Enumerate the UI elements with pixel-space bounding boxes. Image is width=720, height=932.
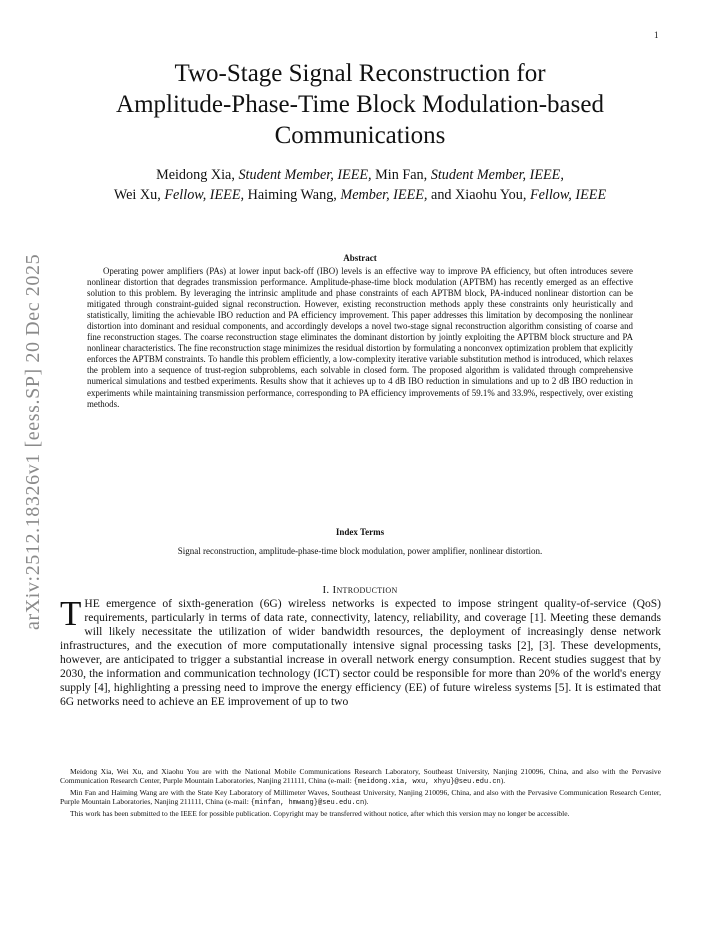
footnote-text: ). [500, 776, 506, 786]
author-membership: Fellow, IEEE, [164, 187, 245, 203]
abstract-text: Operating power amplifiers (PAs) at lower input back-off (IBO) levels is an effective way to improve PA efficiency, but often introduces severe nonlinear distortion that degrades transmission performance. Amplitude-phase-time block modulation (APTBM) has recently emerged as an effective solution to this problem. By leveraging the intrinsic amplitude and phase constraints of each APTBM block, PA-induced nonlinear distortion can be mitigated through constraint-guided signal reconstruction. However, existing reconstruction methods apply these constraints only heuristically and statistically, limiting the achievable IBO reduction and PA efficiency improvement. This paper addresses this limitation by decomposing the nonlinear distortion into dominant and residual components, and accordingly develops a novel two-stage signal reconstruction algorithm consisting of coarse and fine reconstruction stages. The coarse reconstruction stage eliminates the dominant distortion by jointly exploiting the APTBM block structure and PA nonlinear characteristics. The fine reconstruction stage minimizes the residual distortion by formulating a nonconvex optimization problem that explicitly enforces the APTBM constraints. To handle this problem efficiently, a low-complexity iterative variable substitution method is introduced, which relaxes the problem into a sequence of trust-region subproblems, each solvable in closed form. The proposed algorithm is validated through comprehensive numerical simulations and testbed experiments. Results show that it achieves up to 4 dB IBO reduction in simulations and up to 2 dB IBO reduction in experiments while maintaining transmission performance, corresponding to PA efficiency improvements of 59.1% and 33.9%, respectively, over existing methods. [87, 266, 633, 409]
arxiv-identifier-stamp: arXiv:2512.18326v1 [eess.SP] 20 Dec 2025 [22, 253, 44, 630]
author-name: Min Fan, [375, 167, 428, 183]
footnote-text: ). [364, 797, 369, 807]
introduction-paragraph [60, 594, 661, 710]
paper-title-line: Amplitude-Phase-Time Block Modulation-based [116, 91, 604, 118]
page-number: 1 [654, 30, 659, 40]
footnote-text: Min Fan and Haiming Wang are with the State Key Laboratory of Millimeter Waves, Southeast University, Nanjing 210096, China, and also with the Pervasive Communication Research Center, Purple Mountain Laboratories, Nanjing 211111, China (e-mail: [60, 787, 661, 807]
author-name: Wei Xu, [113, 187, 161, 203]
footnote-text: Meidong Xia, Wei Xu, and Xiaohu You are with the National Mobile Communications Research Laboratory, Southeast University, Nanjing 210096, China, and also with the Pervasive Communication Research Center, Purple Mountain Laboratories, Nanjing 211111, China (e-mail: [60, 767, 661, 786]
footnote-affiliation [60, 767, 661, 788]
author-membership: Student Member, IEEE, [430, 167, 564, 183]
section-numeral: I. [322, 584, 330, 596]
drop-cap-letter: T [60, 594, 82, 633]
author-name: Meidong Xia, [156, 167, 235, 183]
abstract-heading: Abstract [343, 253, 377, 263]
author-name: Haiming Wang, [247, 187, 337, 203]
paper-title-line: Two-Stage Signal Reconstruction for [174, 60, 546, 87]
author-list [40, 165, 680, 205]
introduction-text: HE emergence of sixth-generation (6G) wireless networks is expected to impose stringent quality-of-service (QoS) requirements, particularly in terms of data rate, connectivity, latency, reliability, and coverage [1]. Meeting these demands will likely necessitate the utilization of wider bandwidth resources, the deployment of increasingly dense network infrastructures, and the execution of more computationally intensive signal processing tasks [2], [3]. These developments, however, are anticipated to trigger a substantial increase in overall network energy consumption. Recent studies suggest that by 2030, the information and communication technology (ICT) sector could be responsible for more than 20% of the world's energy supply [4], highlighting a pressing need to improve the energy efficiency (EE) of future wireless systems [5]. It is estimated that 6G networks need to achieve an EE improvement of up to two [60, 598, 661, 708]
author-membership: Student Member, IEEE, [238, 167, 372, 183]
footnote-email: {meidong.xia, wxu, xhyu}@seu.edu.cn [353, 778, 501, 787]
footnote-copyright: This work has been submitted to the IEEE for possible publication. Copyright may be transferred without notice, after which this version may no longer be accessible. [70, 808, 570, 818]
index-terms-text: Signal reconstruction, amplitude-phase-time block modulation, power amplifier, nonlinear distortion. [177, 546, 543, 556]
paper-title-line: Communications [274, 122, 446, 149]
author-name: and Xiaohu You, [431, 187, 527, 203]
paper-title [60, 58, 660, 151]
author-membership: Member, IEEE, [340, 187, 428, 203]
section-title: Introduction [332, 584, 398, 596]
author-membership: Fellow, IEEE [529, 187, 607, 203]
author-line [40, 165, 680, 185]
index-terms-heading: Index Terms [335, 527, 385, 537]
footnote-email: {minfan, hmwang}@seu.edu.cn [250, 799, 365, 808]
footnote-affiliation [60, 788, 661, 809]
footnotes [60, 767, 661, 818]
author-line [40, 185, 680, 205]
section-heading-introduction [60, 584, 660, 596]
